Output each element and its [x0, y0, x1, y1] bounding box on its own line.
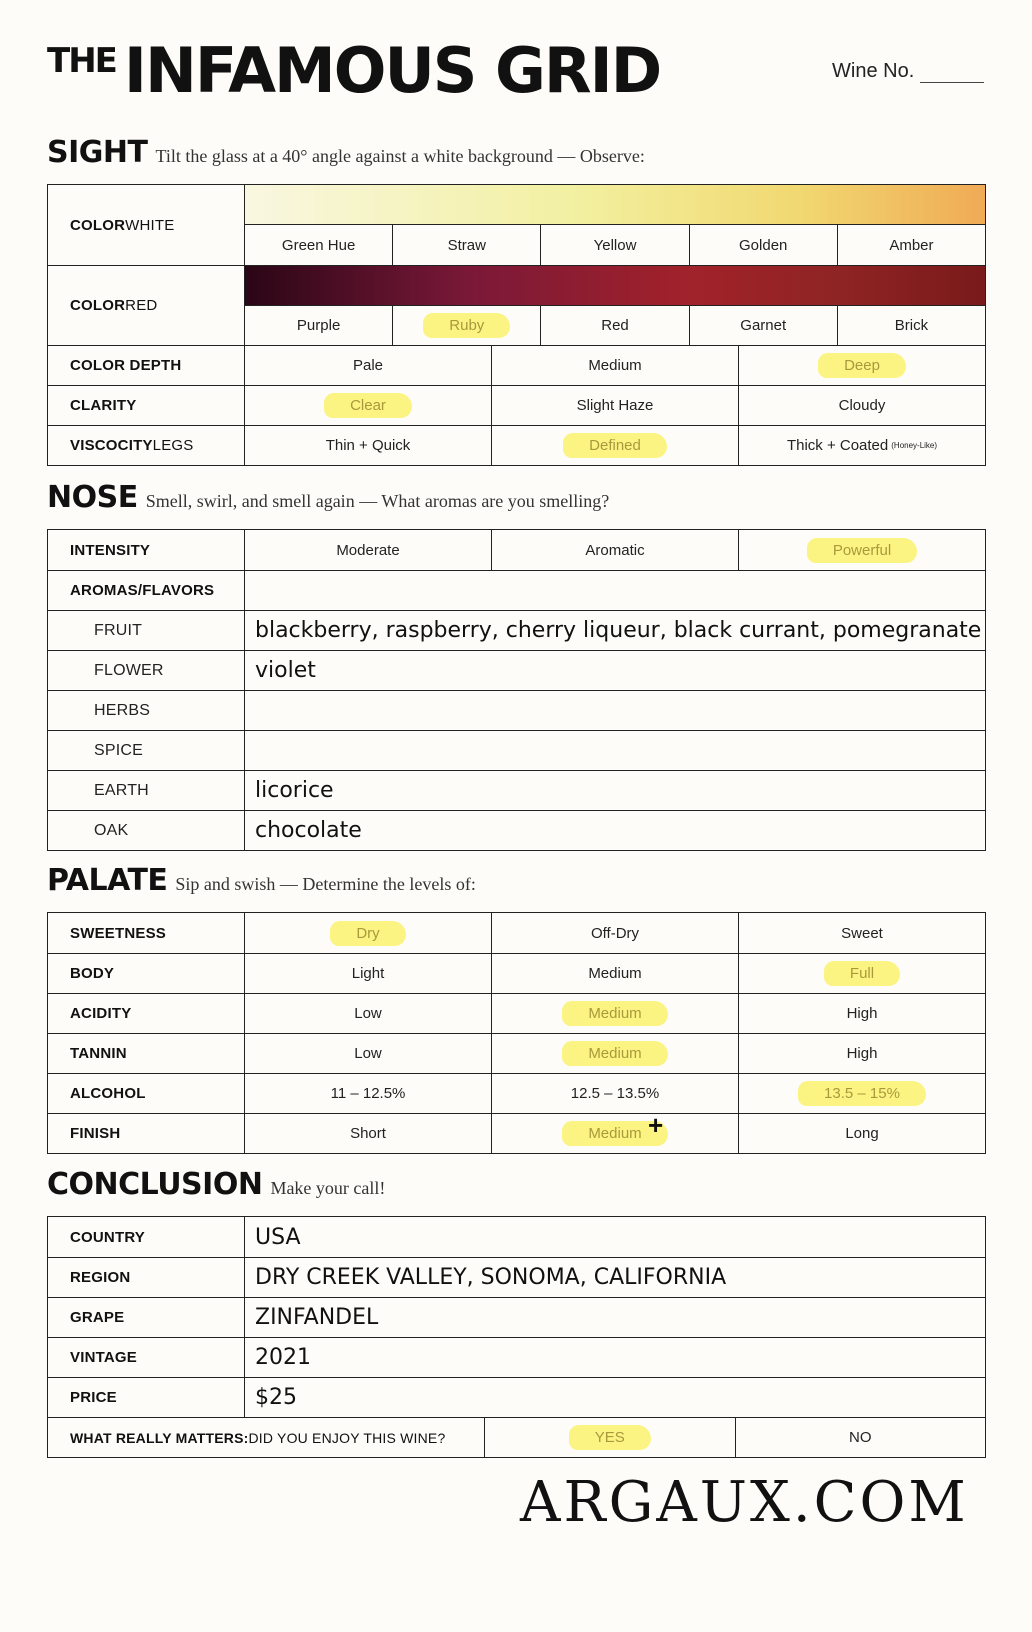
aroma-label: FRUIT: [48, 611, 245, 650]
option-cell-selected[interactable]: [739, 1074, 985, 1113]
conclusion-heading: [47, 1167, 385, 1202]
aroma-label: OAK: [48, 811, 245, 850]
nose-heading: [47, 480, 609, 515]
option-cell-selected[interactable]: [245, 386, 492, 425]
option-cell[interactable]: Sweet: [841, 924, 883, 942]
conclusion-value-field[interactable]: 2021: [255, 1345, 311, 1370]
option-cell[interactable]: 11 – 12.5%: [245, 1074, 492, 1113]
highlight-mark: Ruby: [423, 313, 510, 338]
conclusion-label: REGION: [48, 1258, 245, 1297]
highlight-mark: Dry: [330, 921, 405, 946]
highlight-mark: Medium: [562, 1121, 667, 1146]
sight-title: SIGHT: [47, 135, 148, 170]
option-cell[interactable]: Green Hue: [245, 225, 393, 265]
conclusion-row-price: [48, 1377, 985, 1417]
option-cell-selected[interactable]: [492, 1034, 739, 1073]
palate-label: SWEETNESS: [48, 913, 245, 953]
palate-label: ACIDITY: [48, 994, 245, 1033]
aroma-row-fruit: [48, 610, 985, 650]
palate-row-alcohol: [48, 1073, 985, 1113]
palate-row-tannin: [48, 1033, 985, 1073]
palate-title: PALATE: [47, 863, 168, 898]
aroma-value-field[interactable]: chocolate: [255, 818, 362, 843]
aromas-label: AROMAS/FLAVORS: [48, 571, 245, 610]
aroma-row-oak: [48, 810, 985, 850]
palate-row-acidity: [48, 993, 985, 1033]
viscosity-label: VISCOCITY LEGS: [48, 426, 245, 465]
aroma-row-flower: [48, 650, 985, 690]
clarity-label: CLARITY: [48, 386, 245, 425]
aromas-blank: [245, 571, 985, 610]
plus-mark: +: [648, 1110, 664, 1140]
option-cell-selected[interactable]: [739, 530, 985, 570]
option-cell[interactable]: Brick: [894, 317, 929, 334]
highlight-mark: Clear: [324, 393, 412, 418]
enjoy-label: WHAT REALLY MATTERS: DID YOU ENJOY THIS WINE?: [48, 1418, 485, 1457]
palate-label: FINISH: [48, 1114, 245, 1153]
conclusion-label: VINTAGE: [48, 1338, 245, 1377]
palate-row-sweetness: [48, 913, 985, 953]
conclusion-subtitle: Make your call!: [270, 1178, 386, 1198]
conclusion-value-field[interactable]: USA: [255, 1224, 301, 1250]
argaux-logo: ARGAUX.COM: [520, 1470, 969, 1535]
option-cell[interactable]: Thick + Coated (Honey-Like): [786, 437, 938, 454]
conclusion-row-vintage: [48, 1337, 985, 1377]
conclusion-label: GRAPE: [48, 1298, 245, 1337]
highlight-mark: Medium: [562, 1001, 667, 1026]
conclusion-row-region: [48, 1257, 985, 1297]
highlight-mark: 13.5 – 15%: [798, 1081, 926, 1106]
option-cell[interactable]: Medium: [492, 954, 739, 993]
option-cell[interactable]: Low: [245, 994, 492, 1033]
intensity-row: [48, 530, 985, 570]
red-color-gradient: [245, 266, 985, 306]
clarity-row: [48, 385, 985, 425]
page-title: [47, 34, 661, 107]
option-cell[interactable]: Garnet: [690, 306, 838, 345]
conclusion-value-field[interactable]: DRY CREEK VALLEY, SONOMA, CALIFORNIA: [255, 1265, 727, 1290]
wine-number-blank[interactable]: [920, 65, 984, 83]
palate-heading: [47, 863, 476, 898]
highlight-mark: Medium: [562, 1041, 667, 1066]
option-cell[interactable]: Yellow: [541, 225, 689, 265]
intensity-label: INTENSITY: [48, 530, 245, 570]
color-red-label: COLOR RED: [48, 266, 245, 345]
enjoy-yes-selected[interactable]: [485, 1418, 736, 1457]
highlight-mark: YES: [569, 1425, 651, 1450]
aroma-row-earth: [48, 770, 985, 810]
aroma-value-field[interactable]: licorice: [255, 778, 334, 803]
palate-table: [47, 912, 986, 1154]
option-cell-selected[interactable]: [393, 306, 541, 345]
highlight-mark: Powerful: [807, 538, 917, 563]
sight-subtitle: Tilt the glass at a 40° angle against a white background — Observe:: [155, 146, 645, 166]
option-cell-selected[interactable]: [492, 1114, 739, 1153]
color-white-row: [48, 185, 985, 265]
conclusion-row-country: [48, 1217, 985, 1257]
option-cell[interactable]: Short: [245, 1114, 492, 1153]
enjoy-no[interactable]: NO: [849, 1429, 872, 1446]
enjoy-row: [48, 1417, 985, 1457]
color-red-row: [48, 265, 985, 345]
option-cell[interactable]: 12.5 – 13.5%: [492, 1074, 739, 1113]
aroma-value-field[interactable]: [245, 731, 985, 770]
color-depth-row: [48, 345, 985, 385]
color-depth-label: COLOR DEPTH: [48, 346, 245, 385]
aromas-header-row: [48, 570, 985, 610]
palate-row-body: [48, 953, 985, 993]
conclusion-title: CONCLUSION: [47, 1167, 263, 1202]
palate-row-finish: [48, 1113, 985, 1153]
option-cell[interactable]: Pale: [245, 346, 492, 385]
option-cell[interactable]: Straw: [393, 225, 541, 265]
highlight-mark: Deep: [818, 353, 906, 378]
option-cell[interactable]: Aromatic: [492, 530, 739, 570]
aroma-value-field[interactable]: violet: [255, 658, 316, 683]
option-cell[interactable]: Light: [245, 954, 492, 993]
option-cell-selected[interactable]: [739, 346, 985, 385]
aroma-value-field[interactable]: blackberry, raspberry, cherry liqueur, black currant, pomegranate: [255, 618, 982, 643]
highlight-mark: Defined: [563, 433, 667, 458]
conclusion-label: PRICE: [48, 1378, 245, 1417]
conclusion-value-field[interactable]: ZINFANDEL: [255, 1305, 379, 1330]
aroma-value-field[interactable]: [245, 691, 985, 730]
conclusion-table: [47, 1216, 986, 1458]
option-cell[interactable]: Cloudy: [838, 397, 886, 414]
option-cell-selected[interactable]: [492, 994, 739, 1033]
title-main: INFAMOUS GRID: [123, 34, 661, 107]
option-cell-selected[interactable]: [245, 913, 492, 953]
aroma-row-herbs: [48, 690, 985, 730]
option-cell-selected[interactable]: [739, 954, 985, 993]
viscosity-row: [48, 425, 985, 465]
color-white-label: COLOR WHITE: [48, 185, 245, 265]
conclusion-label: COUNTRY: [48, 1217, 245, 1257]
option-cell[interactable]: Purple: [245, 306, 393, 345]
option-cell-selected[interactable]: [492, 426, 739, 465]
option-cell[interactable]: Low: [245, 1034, 492, 1073]
highlight-mark: Full: [824, 961, 900, 986]
option-cell[interactable]: Amber: [889, 236, 934, 254]
nose-title: NOSE: [47, 480, 138, 515]
aroma-label: FLOWER: [48, 651, 245, 690]
wine-number-label: Wine No.: [832, 60, 915, 82]
palate-subtitle: Sip and swish — Determine the levels of:: [175, 874, 476, 894]
aroma-label: SPICE: [48, 731, 245, 770]
sight-table: [47, 184, 986, 466]
aroma-label: EARTH: [48, 771, 245, 810]
option-cell[interactable]: High: [846, 1005, 878, 1022]
nose-subtitle: Smell, swirl, and smell again — What aromas are you smelling?: [145, 491, 610, 511]
option-cell[interactable]: Long: [845, 1125, 879, 1142]
aroma-row-spice: [48, 730, 985, 770]
option-cell[interactable]: Golden: [690, 225, 838, 265]
option-cell[interactable]: Off-Dry: [492, 913, 739, 953]
option-cell[interactable]: Thin + Quick: [245, 426, 492, 465]
palate-label: TANNIN: [48, 1034, 245, 1073]
option-cell[interactable]: Slight Haze: [492, 386, 739, 425]
option-cell[interactable]: Medium: [492, 346, 739, 385]
sight-heading: [47, 135, 645, 170]
palate-label: ALCOHOL: [48, 1074, 245, 1113]
option-cell[interactable]: Moderate: [245, 530, 492, 570]
conclusion-row-grape: [48, 1297, 985, 1337]
title-the: THE: [47, 41, 116, 81]
aroma-label: HERBS: [48, 691, 245, 730]
wine-number-field[interactable]: [832, 60, 984, 83]
option-cell[interactable]: High: [846, 1045, 878, 1062]
palate-label: BODY: [48, 954, 245, 993]
conclusion-value-field[interactable]: $25: [255, 1385, 297, 1410]
white-color-gradient: [245, 185, 985, 225]
nose-table: [47, 529, 986, 851]
option-cell[interactable]: Red: [541, 306, 689, 345]
